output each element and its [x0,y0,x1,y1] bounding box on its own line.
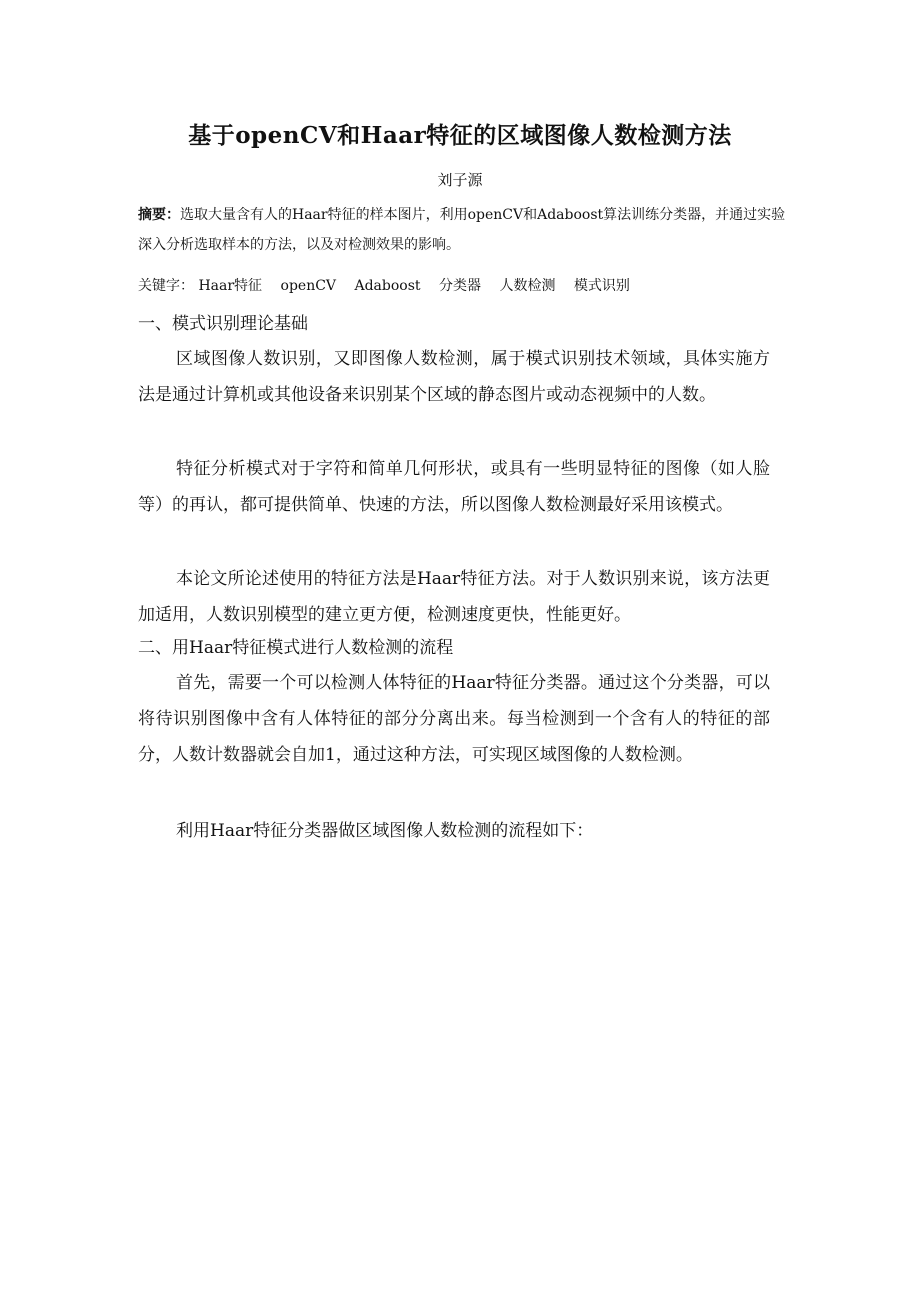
keywords [138,272,788,300]
paragraph: 区域图像人数识别，又即图像人数检测，属于模式识别技术领域，具体实施方法是通过计算机或其他设备来识别某个区域的静态图片或动态视频中的人数。 [138,349,770,405]
keywords-label: 关键字： [138,278,194,294]
keyword-item: openCV [280,278,337,294]
paragraph: 特征分析模式对于字符和简单几何形状，或具有一些明显特征的图像（如人脸等）的再认，都可提供简单、快速的方法，所以图像人数检测最好采用该模式。 [138,459,770,515]
paragraph: 首先，需要一个可以检测人体特征的Haar特征分类器。通过这个分类器，可以将待识别图像中含有人体特征的部分分离出来。每当检测到一个含有人的特征的部分，人数计数器就会自加1，通过这种方法，可实现区域图像的人数检测。 [138,673,770,765]
keyword-item: Adaboost [354,278,421,294]
keyword-item: Haar特征 [198,278,263,294]
paragraph: 利用Haar特征分类器做区域图像人数检测的流程如下： [176,821,594,841]
section-heading: 二、用Haar特征模式进行人数检测的流程 [138,638,454,658]
abstract-label: 摘要： [138,207,180,223]
paragraph: 本论文所论述使用的特征方法是Haar特征方法。对于人数识别来说，该方法更加适用，人数识别模型的建立更方便，检测速度更快，性能更好。 [138,569,770,625]
section-heading: 一、模式识别理论基础 [138,314,308,334]
paper-title: 基于openCV和Haar特征的区域图像人数检测方法 [188,122,732,149]
keyword-item: 人数检测 [499,278,556,294]
abstract [138,200,788,260]
author-name: 刘子源 [437,171,483,189]
keyword-item: 分类器 [439,278,481,294]
abstract-text: 选取大量含有人的Haar特征的样本图片，利用openCV和Adaboost算法训练分类器，并通过实验深入分析选取样本的方法，以及对检测效果的影响。 [138,207,786,253]
keyword-item: 模式识别 [573,278,630,294]
